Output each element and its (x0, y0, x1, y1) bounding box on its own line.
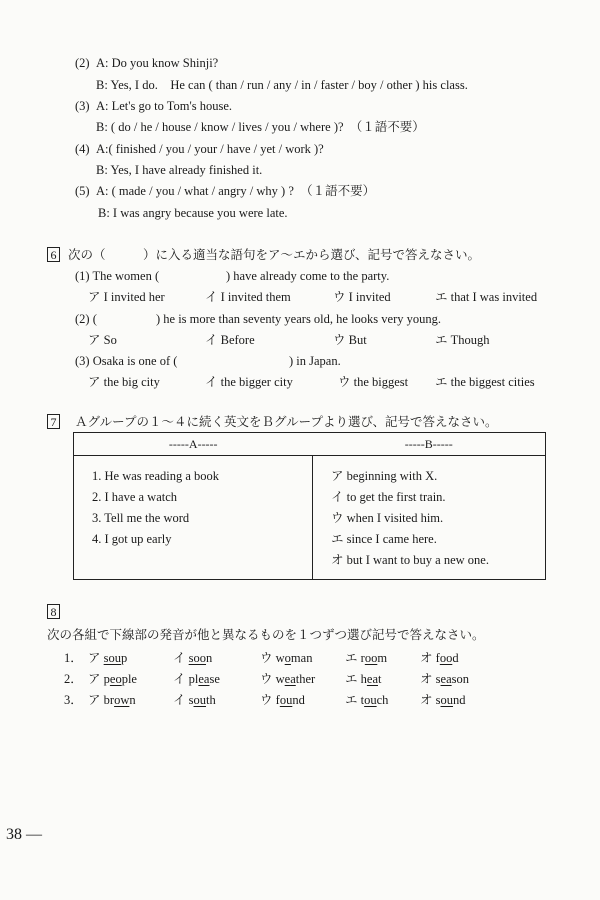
underlined-part: ou (440, 693, 454, 707)
word-prefix: br (103, 693, 115, 707)
choice-mark: イ (173, 651, 186, 665)
q5-2-number: (2) (75, 56, 90, 70)
choice-mark: オ (420, 693, 433, 707)
underlined-part: ea (366, 672, 378, 686)
q5-4-line-a: A:( finished / you / your / have / yet / work )? (96, 142, 324, 156)
choice-mark: エ (345, 693, 358, 707)
q5-3-number: (3) (75, 99, 90, 113)
q6-1-choice-b: イ I invited them (205, 290, 291, 304)
underlined-part: oo (364, 651, 378, 665)
section-6-instruction: 次の（ ）に入る適当な語句をア～エから選び、記号で答えなさい。 (68, 248, 481, 262)
word-rest: ple (121, 672, 137, 686)
word-prefix: f (435, 651, 440, 665)
word-prefix: t (360, 693, 365, 707)
underlined-part: ea (440, 672, 452, 686)
word-prefix: s (435, 693, 441, 707)
section-7-number-box: 7 (47, 414, 60, 429)
q6-2-stem-end: ) he is more than seventy years old, he looks very young. (156, 312, 442, 326)
word-rest: son (451, 672, 469, 686)
group-b-item: エ since I came here. (331, 532, 437, 546)
pron-item (345, 650, 387, 666)
q6-1-choice-d: エ that I was invited (435, 290, 538, 304)
choice-mark: イ (173, 672, 186, 686)
q6-3-choice-a: ア the big city (88, 375, 160, 389)
word-rest: nd (453, 693, 466, 707)
choice-mark: ア (88, 672, 101, 686)
choice-mark: ウ (260, 672, 273, 686)
word-prefix: h (360, 672, 367, 686)
underlined-part: ou (364, 693, 377, 707)
q6-3-stem-start: (3) Osaka is one of ( (75, 354, 178, 368)
pron-item (260, 671, 315, 687)
group-b-item: ウ when I visited him. (331, 511, 444, 525)
q6-1-choice-c: ウ I invited (333, 290, 391, 304)
underlined-part: soo (188, 651, 207, 665)
choice-mark: オ (420, 672, 433, 686)
pron-item (345, 692, 388, 708)
group-b-item: ア beginning with X. (331, 469, 438, 483)
underlined-part: o (284, 651, 291, 665)
underlined-part: oo (439, 651, 453, 665)
pron-item (173, 671, 220, 687)
matching-table (73, 432, 546, 580)
pron-row-number: 2． (64, 672, 83, 686)
underlined-part: ou (279, 693, 293, 707)
q6-2-choice-b: イ Before (205, 333, 255, 347)
q5-5-line-b: B: I was angry because you were late. (98, 206, 288, 220)
pron-item (420, 692, 466, 708)
pron-item (345, 671, 381, 687)
q6-1-choice-a: ア I invited her (88, 290, 165, 304)
word-prefix: f (275, 693, 280, 707)
choice-mark: ウ (260, 693, 273, 707)
word-rest: nd (292, 693, 305, 707)
word-prefix: pl (188, 672, 199, 686)
q6-3-stem-end: ) in Japan. (289, 354, 341, 368)
choice-mark: ア (88, 651, 101, 665)
group-b-item: オ but I want to buy a new one. (331, 553, 489, 567)
choice-mark: ウ (260, 651, 273, 665)
group-b-item: イ to get the first train. (331, 490, 446, 504)
underlined-part: ea (284, 672, 296, 686)
q6-2-choice-a: ア So (88, 333, 117, 347)
q5-5-line-a: A: ( made / you / what / angry / why ) ? （１語不要） (96, 184, 376, 198)
pron-item (420, 671, 469, 687)
word-prefix: s (188, 693, 194, 707)
word-rest: ther (295, 672, 316, 686)
section-7-instruction: Ａグループの１～４に続く英文をＢグループより選び、記号で答えなさい。 (75, 415, 498, 429)
word-prefix: s (435, 672, 441, 686)
choice-mark: イ (173, 693, 186, 707)
underlined-part: eo (109, 672, 122, 686)
word-prefix: r (360, 651, 365, 665)
word-rest: n (129, 693, 136, 707)
word-rest: d (452, 651, 459, 665)
pron-item (420, 650, 459, 666)
group-a-item: 2. I have a watch (92, 490, 178, 504)
group-b-header: -----B----- (313, 433, 546, 456)
word-rest: man (290, 651, 313, 665)
group-a-header: -----A----- (74, 433, 313, 456)
word-rest: p (121, 651, 128, 665)
underlined-part: ea (198, 672, 210, 686)
word-rest: ch (376, 693, 389, 707)
word-prefix: p (103, 672, 110, 686)
q6-2-choice-c: ウ But (333, 333, 367, 347)
q6-1-stem-start: (1) The women ( (75, 269, 160, 283)
group-a-item: 4. I got up early (92, 532, 172, 546)
group-a-item: 3. Tell me the word (92, 511, 190, 525)
pron-item (260, 650, 312, 666)
q6-3-choice-c: ウ the biggest (338, 375, 409, 389)
q6-3-choice-b: イ the bigger city (205, 375, 293, 389)
choice-mark: オ (420, 651, 433, 665)
underlined-part: ou (193, 693, 207, 707)
q5-2-line-a: A: Do you know Shinji? (96, 56, 219, 70)
q5-3-line-a: A: Let's go to Tom's house. (96, 99, 233, 113)
q5-4-line-b: B: Yes, I have already finished it. (96, 163, 263, 177)
group-a-column (74, 456, 313, 580)
pron-item (88, 650, 127, 666)
underlined-part: sou (103, 651, 122, 665)
q5-3-line-b: B: ( do / he / house / know / lives / you / where )? （１語不要） (96, 120, 425, 134)
q6-2-choice-d: エ Though (435, 333, 490, 347)
choice-mark: エ (345, 672, 358, 686)
pron-item (88, 671, 137, 687)
pron-row-number: 3． (64, 693, 83, 707)
word-rest: th (206, 693, 216, 707)
word-rest: m (377, 651, 388, 665)
underlined-part: ow (114, 693, 130, 707)
q5-2-line-b: B: Yes, I do. He can ( than / run / any / in / faster / boy / other ) his class. (96, 78, 468, 92)
section-8-number-box: 8 (47, 604, 60, 619)
q5-4-number: (4) (75, 142, 90, 156)
choice-mark: エ (345, 651, 358, 665)
section-8-instruction: 次の各組で下線部の発音が他と異なるものを１つずつ選び記号で答えなさい。 (47, 628, 485, 642)
word-prefix: w (275, 651, 285, 665)
q5-5-number: (5) (75, 184, 90, 198)
word-rest: n (206, 651, 213, 665)
pron-item (173, 692, 216, 708)
group-b-column (313, 456, 546, 580)
word-rest: se (209, 672, 220, 686)
pron-item (173, 650, 212, 666)
q6-2-stem-start: (2) ( (75, 312, 97, 326)
word-prefix: w (275, 672, 285, 686)
q6-1-stem-end: ) have already come to the party. (226, 269, 390, 283)
word-rest: t (378, 672, 382, 686)
pron-row-number: 1． (64, 651, 83, 665)
group-a-item: 1. He was reading a book (92, 469, 220, 483)
q6-3-choice-d: エ the biggest cities (435, 375, 535, 389)
choice-mark: ア (88, 693, 101, 707)
pron-item (260, 692, 305, 708)
page-number: 38 — (6, 826, 42, 843)
pron-item (88, 692, 136, 708)
section-6-number-box: 6 (47, 247, 60, 262)
